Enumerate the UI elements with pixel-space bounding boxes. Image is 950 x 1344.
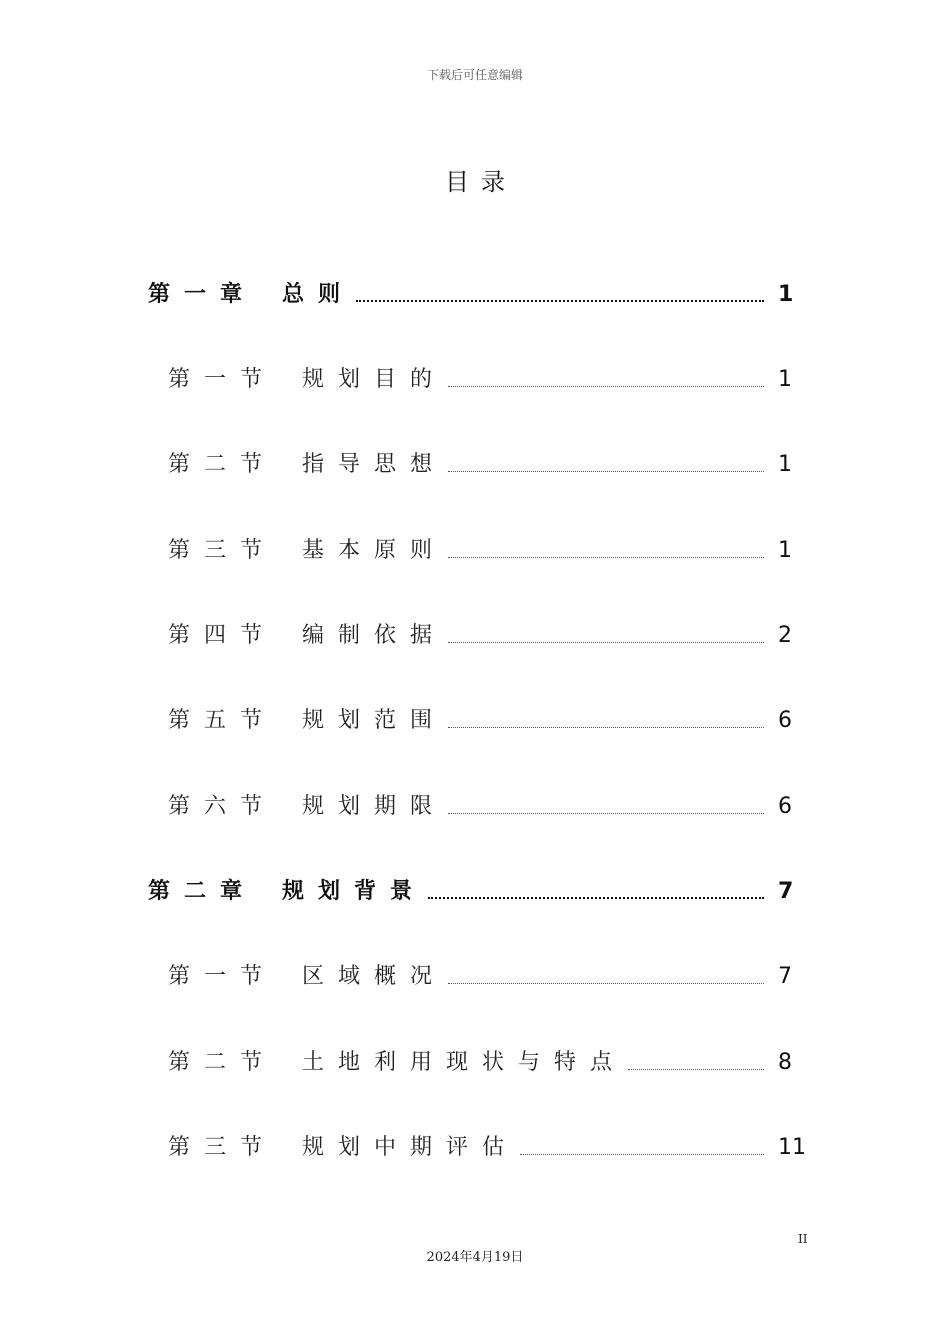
toc-entry-page: 7 xyxy=(778,879,794,904)
toc-leader xyxy=(428,897,764,899)
toc-entry-number: 第六节 xyxy=(168,794,277,819)
toc-title: 目录 xyxy=(445,168,517,196)
toc-entry-title: 规划范围 xyxy=(302,708,447,733)
toc-entry-title: 总则 xyxy=(282,282,355,307)
toc-entry-page: 6 xyxy=(778,708,792,733)
toc-entry-page: 1 xyxy=(778,452,792,477)
toc-entry-title: 规划中期评估 xyxy=(302,1135,519,1160)
toc-entry-number: 第四节 xyxy=(168,623,277,648)
toc-entry-number: 第三节 xyxy=(168,538,277,563)
toc-entry-title: 指导思想 xyxy=(302,452,447,477)
toc-entry-title: 编制依据 xyxy=(302,623,447,648)
toc-entry-number: 第五节 xyxy=(168,708,277,733)
toc-entry-section-1-2[interactable] xyxy=(168,420,808,480)
toc-leader xyxy=(448,983,764,984)
toc-leader xyxy=(448,471,764,472)
toc-entry-page: 1 xyxy=(778,282,794,307)
toc-leader xyxy=(356,300,764,302)
toc-entry-title: 规划目的 xyxy=(302,367,447,392)
toc-leader xyxy=(448,642,764,643)
toc-entry-section-1-1[interactable] xyxy=(168,335,808,395)
toc-entry-number: 第二节 xyxy=(168,452,277,477)
toc-entry-number: 第一节 xyxy=(168,367,277,392)
toc-entry-chapter-2[interactable] xyxy=(148,847,808,907)
toc-entry-page: 1 xyxy=(778,367,792,392)
toc-entry-title: 规划期限 xyxy=(302,794,447,819)
toc-entry-number: 第二节 xyxy=(168,1050,277,1075)
toc-leader xyxy=(448,813,764,814)
toc-entry-section-1-4[interactable] xyxy=(168,591,808,651)
header-note: 下载后可任意编辑 xyxy=(426,68,523,82)
toc-leader xyxy=(448,727,764,728)
toc-leader xyxy=(628,1069,764,1070)
toc-entry-section-2-1[interactable] xyxy=(168,932,808,992)
toc-entry-page: 1 xyxy=(778,538,792,563)
toc-entry-section-2-3[interactable] xyxy=(168,1103,808,1163)
toc-leader xyxy=(448,386,764,387)
toc-entry-section-1-6[interactable] xyxy=(168,762,808,822)
page-number: II xyxy=(798,1232,808,1246)
toc-entry-section-1-3[interactable] xyxy=(168,506,808,566)
toc-entry-page: 6 xyxy=(778,794,792,819)
toc-entry-number: 第二章 xyxy=(148,879,257,904)
footer-date: 2024年4月19日 xyxy=(426,1250,524,1265)
toc-entry-page: 11 xyxy=(778,1135,806,1160)
toc-entry-title: 区域概况 xyxy=(302,964,447,989)
toc-entry-chapter-1[interactable] xyxy=(148,250,808,310)
toc-leader xyxy=(448,557,764,558)
toc-leader xyxy=(520,1154,764,1155)
toc-entry-number: 第一章 xyxy=(148,282,257,307)
toc-entry-title: 基本原则 xyxy=(302,538,447,563)
toc-entry-title: 土地利用现状与特点 xyxy=(302,1050,627,1075)
toc-entry-section-2-2[interactable] xyxy=(168,1018,808,1078)
toc-entry-title: 规划背景 xyxy=(282,879,427,904)
toc-entry-section-1-5[interactable] xyxy=(168,676,808,736)
toc-entry-page: 2 xyxy=(778,623,792,648)
toc-entry-page: 8 xyxy=(778,1050,792,1075)
toc-entry-page: 7 xyxy=(778,964,792,989)
toc-entry-number: 第三节 xyxy=(168,1135,277,1160)
toc-entry-number: 第一节 xyxy=(168,964,277,989)
